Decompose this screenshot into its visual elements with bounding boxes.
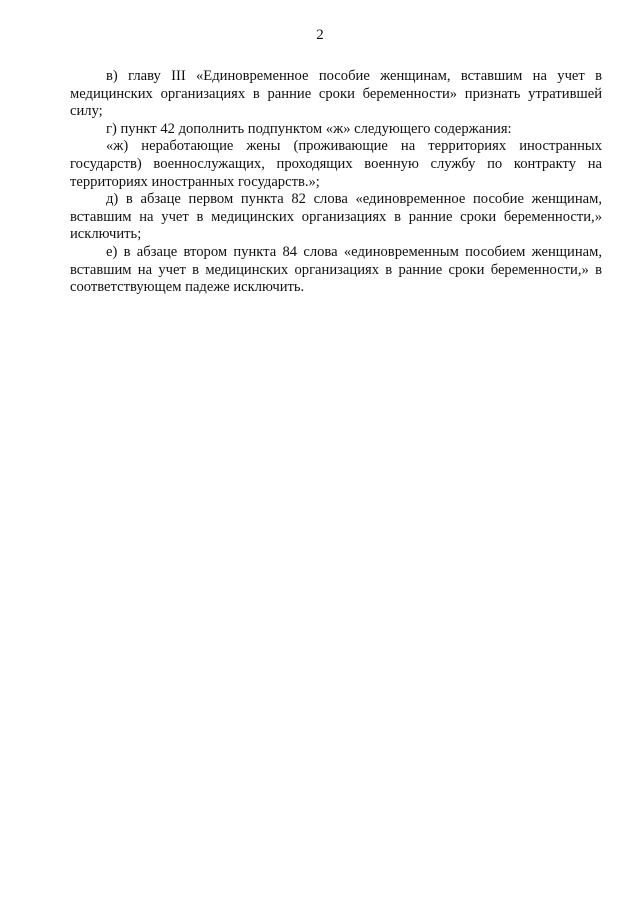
paragraph-v-chapter-iii: в) главу III «Единовременное пособие женщинам, вставшим на учет в медицинских организациях в ранние сроки беременности» признать утратившей силу; (70, 68, 602, 120)
paragraph-d-item-82: д) в абзаце первом пункта 82 слова «единовременное пособие женщинам, вставшим на учет в медицинских организациях в ранние сроки беременности,» исключить; (70, 191, 602, 243)
page-number: 2 (316, 27, 324, 43)
paragraph-e-item-84: е) в абзаце втором пункта 84 слова «единовременным пособием женщинам, вставшим на учет в медицинских организациях в ранние сроки беременности,» в соответствующем падеже исключить. (70, 243, 602, 296)
paragraph-zh-subitem: «ж) неработающие жены (проживающие на территориях иностранных государств) военнослужащих, проходящих военную службу по контракту на территориях иностранных государств.»; (70, 138, 602, 190)
document-body (70, 68, 602, 297)
paragraph-g-item-42: г) пункт 42 дополнить подпунктом «ж» следующего содержания: (106, 120, 512, 137)
